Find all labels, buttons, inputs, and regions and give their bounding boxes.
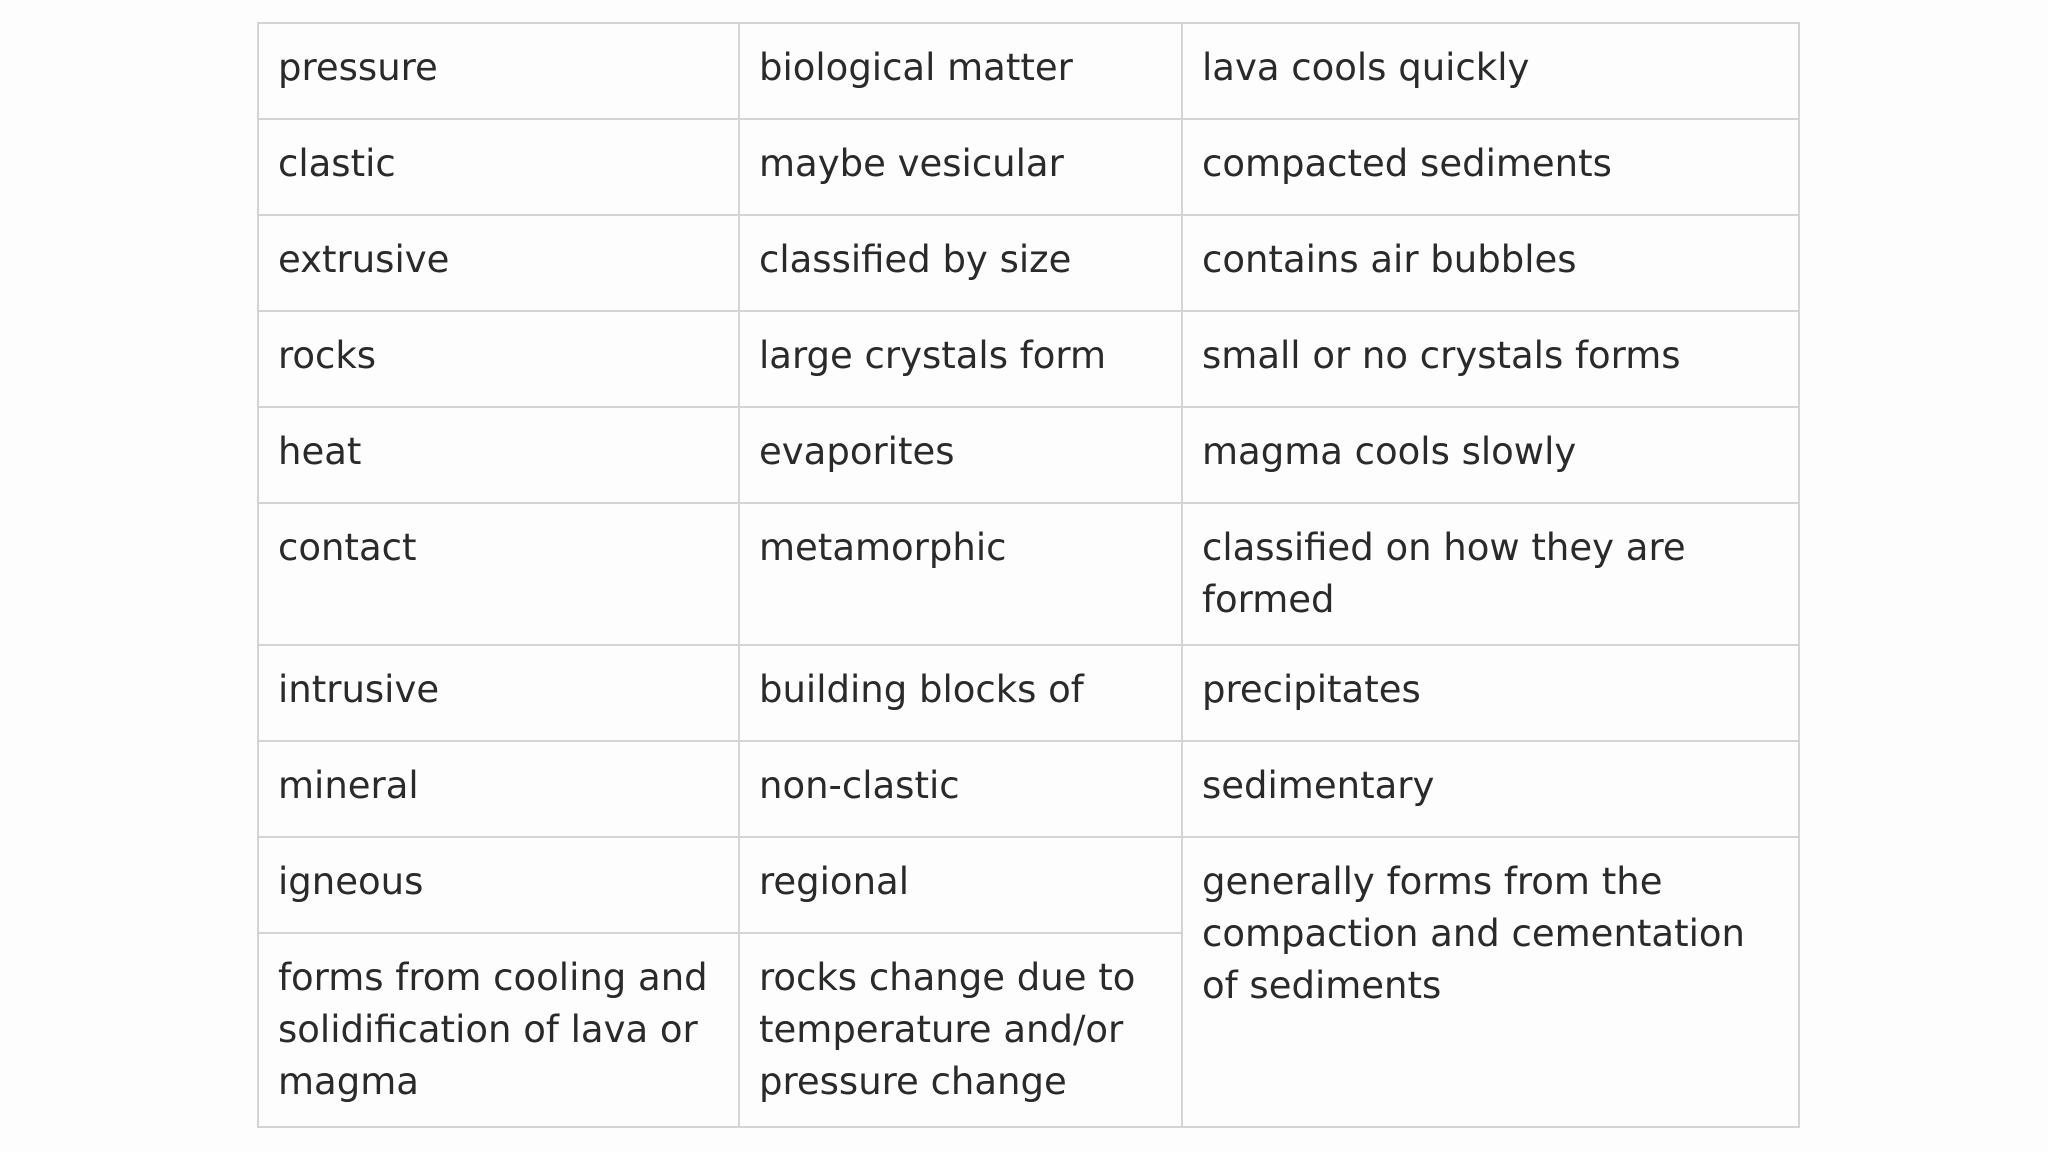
table-cell: classified on how they are formed (1182, 503, 1799, 645)
table-cell: building blocks of (739, 645, 1182, 741)
table-cell: maybe vesicular (739, 119, 1182, 215)
table-cell: lava cools quickly (1182, 23, 1799, 119)
table-cell: large crystals form (739, 311, 1182, 407)
table-cell: extrusive (258, 215, 739, 311)
table-cell: rocks change due to temperature and/or pressure change (739, 933, 1182, 1127)
table-cell: classified by size (739, 215, 1182, 311)
table-row (258, 503, 1799, 645)
table-cell: small or no crystals forms (1182, 311, 1799, 407)
table-cell: regional (739, 837, 1182, 933)
table-cell: evaporites (739, 407, 1182, 503)
table-row (258, 837, 1799, 933)
table-row (258, 23, 1799, 119)
table-cell: igneous (258, 837, 739, 933)
table-cell: forms from cooling and solidification of lava or magma (258, 933, 739, 1127)
table-cell: intrusive (258, 645, 739, 741)
table-cell: mineral (258, 741, 739, 837)
table-cell: heat (258, 407, 739, 503)
table-cell: magma cools slowly (1182, 407, 1799, 503)
table-cell: metamorphic (739, 503, 1182, 645)
table-row (258, 311, 1799, 407)
table-cell: generally forms from the compaction and cementation of sediments (1182, 837, 1799, 1127)
table-cell: contains air bubbles (1182, 215, 1799, 311)
table-cell: compacted sediments (1182, 119, 1799, 215)
table-cell: precipitates (1182, 645, 1799, 741)
table-row (258, 119, 1799, 215)
table-cell: contact (258, 503, 739, 645)
table-row (258, 645, 1799, 741)
table-cell: clastic (258, 119, 739, 215)
table-cell: sedimentary (1182, 741, 1799, 837)
table-row (258, 407, 1799, 503)
table-cell: biological matter (739, 23, 1182, 119)
word-sort-table (257, 22, 1800, 1128)
table-row (258, 741, 1799, 837)
table-row (258, 215, 1799, 311)
table-cell: pressure (258, 23, 739, 119)
table-cell: rocks (258, 311, 739, 407)
table-cell: non-clastic (739, 741, 1182, 837)
